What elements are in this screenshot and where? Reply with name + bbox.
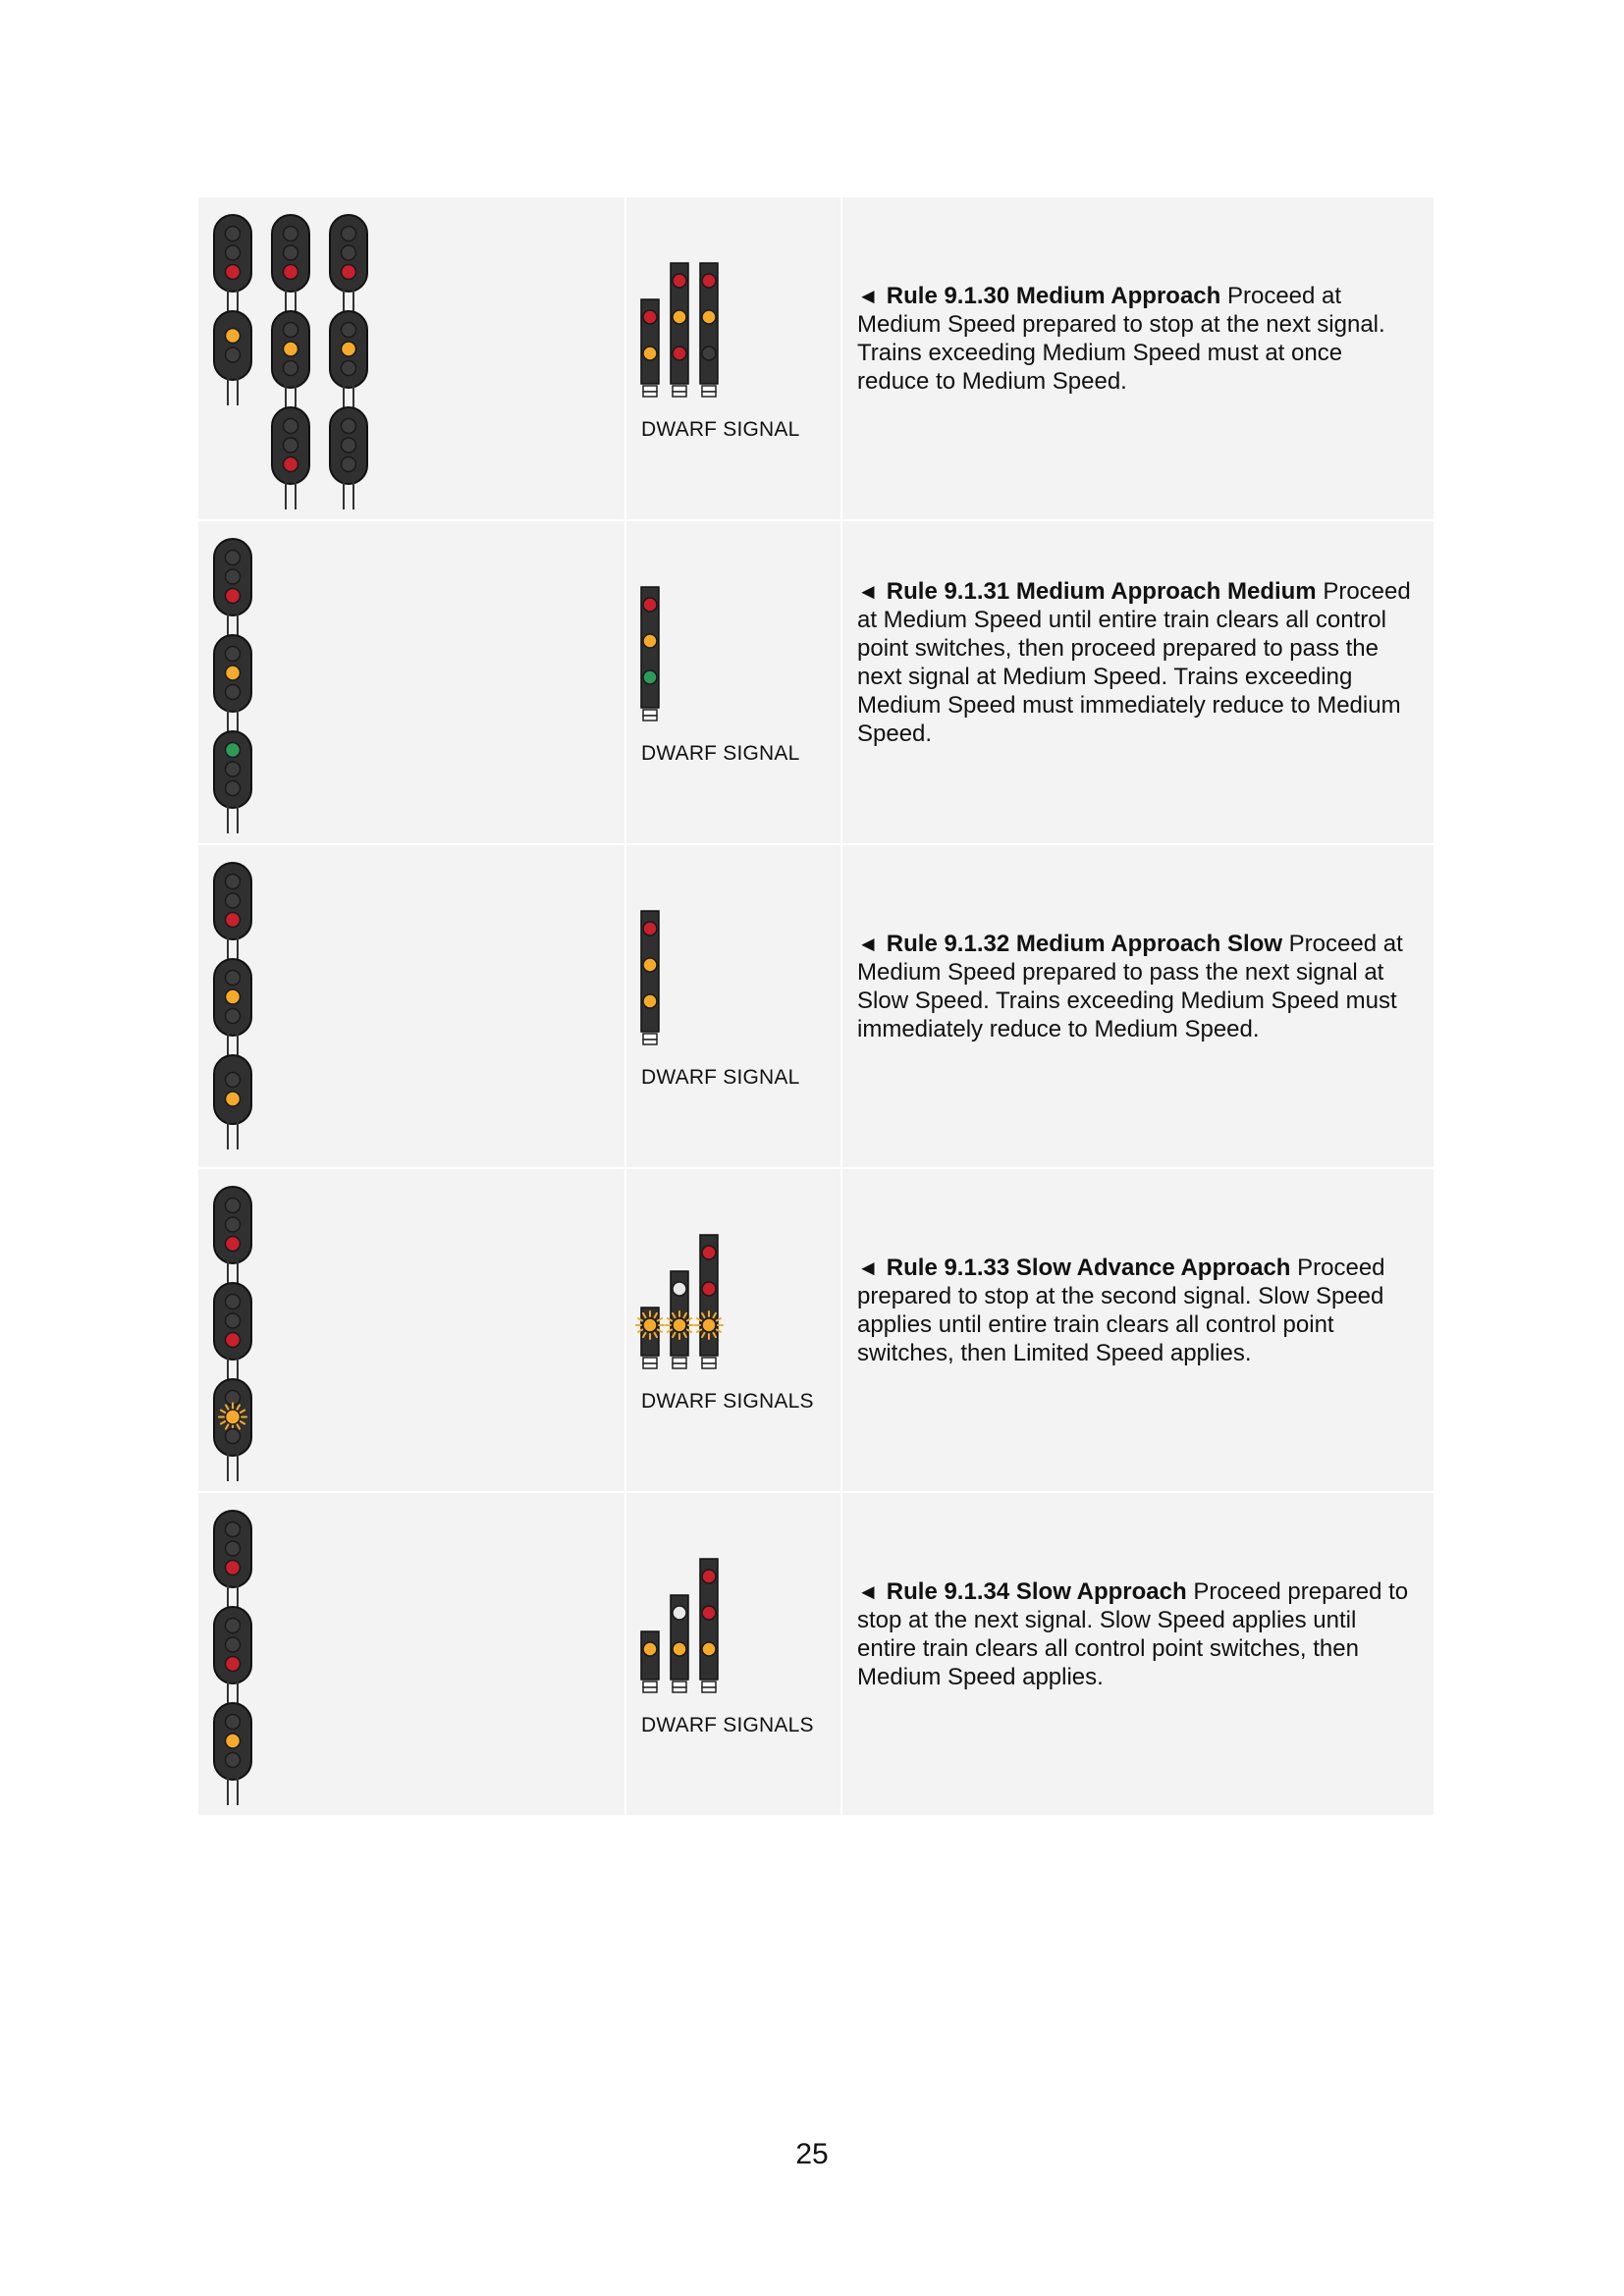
signal-lamp-yellow xyxy=(702,310,716,324)
signal-lamp-lunar xyxy=(673,1282,686,1296)
rule-description xyxy=(857,577,1420,748)
dwarf-signals-cell xyxy=(626,1493,842,1815)
signal-lamp-red xyxy=(284,265,298,280)
signal-lamp-off xyxy=(284,245,298,260)
signal-lamp-off xyxy=(226,1429,241,1444)
dwarf-signal-label: DWARF SIGNAL xyxy=(641,1066,800,1089)
signal-lamp-yellow-flash xyxy=(702,1318,716,1332)
rule-title xyxy=(887,283,1221,309)
rule-text-cell xyxy=(842,1493,1434,1815)
rule-row xyxy=(198,845,1434,1169)
back-arrow-icon[interactable]: ◄ xyxy=(857,1255,879,1280)
rule-number: Rule 9.1.33 xyxy=(886,1255,1010,1281)
dwarf-base xyxy=(643,392,657,397)
dwarf-base xyxy=(673,1358,686,1363)
signal-lamp-red xyxy=(226,265,241,280)
signal-lamp-off xyxy=(226,781,241,796)
signal-lamp-off xyxy=(226,971,241,986)
signal-lamp-yellow xyxy=(702,1642,716,1656)
signal-lamp-yellow xyxy=(673,310,686,324)
signal-lamp-off xyxy=(342,438,356,453)
signal-lamp-off xyxy=(226,551,241,565)
dwarf-base xyxy=(702,1687,716,1692)
signal-lamp-off xyxy=(226,1541,241,1556)
rule-name: Medium Approach Medium xyxy=(1015,578,1317,605)
dwarf-base xyxy=(643,386,657,392)
dwarf-base xyxy=(643,716,657,721)
signal-lamp-yellow-flash xyxy=(673,1318,686,1332)
signal-lamp-off xyxy=(226,1295,241,1309)
signal-lamp-off xyxy=(284,323,298,338)
signal-lamp-off xyxy=(284,438,298,453)
mast-signals-cell xyxy=(198,521,626,843)
rule-row xyxy=(198,521,1434,845)
signal-lamp-off xyxy=(342,361,356,376)
rule-text-cell xyxy=(842,845,1434,1167)
signal-lamp-yellow xyxy=(226,989,241,1004)
signal-lamp-green xyxy=(643,670,657,684)
dwarf-base xyxy=(643,1034,657,1040)
rule-body: Proceed at Medium Speed prepared to pass the next signal at Slow Speed. Trains exceeding Medium Speed must immediately reduce to Medium Speed. xyxy=(857,931,1403,1042)
dwarf-signals-cell xyxy=(626,845,842,1167)
page-number: 25 xyxy=(795,2138,829,2170)
rule-number: Rule 9.1.31 xyxy=(886,578,1010,605)
signal-lamp-off xyxy=(226,762,241,776)
dwarf-signals-cell xyxy=(626,521,842,843)
dwarf-signal-label: DWARF SIGNALS xyxy=(641,1714,814,1736)
dwarf-base xyxy=(643,1363,657,1368)
dwarf-base xyxy=(673,1363,686,1368)
rule-text-cell xyxy=(842,197,1434,519)
signal-lamp-yellow xyxy=(226,1734,241,1748)
dwarf-base xyxy=(702,1363,716,1368)
rule-row xyxy=(198,1493,1434,1817)
signal-lamp-off xyxy=(342,245,356,260)
rule-name: Medium Approach Slow xyxy=(1015,931,1282,957)
signal-lamp-red xyxy=(702,1570,716,1583)
dwarf-base xyxy=(643,710,657,716)
rule-row xyxy=(198,197,1434,521)
rule-title xyxy=(887,578,1317,605)
rule-body: Proceed at Medium Speed until entire train clears all control point switches, then proceed prepared to pass the next signal at Medium Speed. Trains exceeding Medium Speed must immediately reduce to Medium Speed. xyxy=(857,578,1411,747)
signal-lamp-off xyxy=(702,347,716,360)
signal-lamp-off xyxy=(226,1522,241,1537)
rule-description xyxy=(857,930,1420,1043)
dwarf-signal-label: DWARF SIGNAL xyxy=(641,742,800,765)
dwarf-base xyxy=(702,386,716,392)
signal-lamp-red xyxy=(643,310,657,324)
signal-head xyxy=(214,311,251,380)
rule-name: Slow Approach xyxy=(1015,1578,1187,1605)
signal-lamp-off xyxy=(226,1715,241,1730)
signal-lamp-red xyxy=(226,1561,241,1575)
signal-lamp-red xyxy=(226,1333,241,1348)
signal-lamp-lunar xyxy=(673,1606,686,1620)
rule-name: Slow Advance Approach xyxy=(1015,1255,1291,1281)
rule-text-cell xyxy=(842,521,1434,843)
rule-row xyxy=(198,1169,1434,1493)
signal-lamp-red xyxy=(673,274,686,288)
signal-lamp-red xyxy=(702,1282,716,1296)
signal-lamp-green xyxy=(226,743,241,758)
signal-lamp-red xyxy=(643,922,657,935)
signal-lamp-red xyxy=(702,274,716,288)
dwarf-signals-illustration xyxy=(626,1493,840,1815)
signal-lamp-red xyxy=(702,1246,716,1259)
back-arrow-icon[interactable]: ◄ xyxy=(857,932,879,956)
signal-lamp-off xyxy=(226,893,241,908)
dwarf-signals-cell xyxy=(626,197,842,519)
signal-lamp-off xyxy=(284,227,298,241)
dwarf-signals-illustration xyxy=(626,845,840,1167)
signal-lamp-red xyxy=(643,598,657,612)
signal-lamp-off xyxy=(226,1637,241,1652)
signal-lamp-off xyxy=(226,1313,241,1328)
signal-lamp-red xyxy=(226,1237,241,1252)
mast-signals-cell xyxy=(198,197,626,519)
rule-description xyxy=(857,282,1420,396)
dwarf-base xyxy=(643,1687,657,1692)
rule-title xyxy=(887,931,1282,957)
dwarf-base xyxy=(702,1682,716,1687)
signal-lamp-red xyxy=(226,589,241,604)
rule-number: Rule 9.1.32 xyxy=(886,931,1010,957)
rule-title xyxy=(887,1578,1187,1605)
rule-text-cell xyxy=(842,1169,1434,1491)
signal-lamp-yellow xyxy=(643,958,657,972)
mast-signals-illustration xyxy=(198,1493,624,1815)
dwarf-base xyxy=(673,1687,686,1692)
mast-signals-illustration xyxy=(198,1169,624,1491)
rule-body: Proceed at Medium Speed prepared to stop at the next signal. Trains exceeding Medium Speed must at once reduce to Medium Speed. xyxy=(857,283,1385,395)
signal-lamp-red xyxy=(702,1606,716,1620)
signal-lamp-off xyxy=(226,227,241,241)
signal-lamp-red xyxy=(673,347,686,360)
dwarf-base xyxy=(673,392,686,397)
rule-body: Proceed prepared to stop at the second signal. Slow Speed applies until entire train clears all control point switches, then Limited Speed applies. xyxy=(857,1255,1385,1366)
signal-lamp-off xyxy=(284,419,298,434)
signal-lamp-yellow-flash xyxy=(226,1410,241,1424)
back-arrow-icon[interactable]: ◄ xyxy=(857,579,879,604)
dwarf-signal-label: DWARF SIGNAL xyxy=(641,418,800,441)
signal-lamp-off xyxy=(284,361,298,376)
dwarf-signals-cell xyxy=(626,1169,842,1491)
mast-signals-cell xyxy=(198,845,626,1167)
dwarf-base xyxy=(702,392,716,397)
signal-lamp-yellow xyxy=(226,329,241,344)
back-arrow-icon[interactable]: ◄ xyxy=(857,1579,879,1604)
signal-lamp-off xyxy=(226,875,241,889)
dwarf-base xyxy=(643,1040,657,1044)
rule-description xyxy=(857,1254,1420,1367)
dwarf-base xyxy=(673,386,686,392)
signal-lamp-off xyxy=(342,419,356,434)
signal-lamp-off xyxy=(226,245,241,260)
rule-number: Rule 9.1.34 xyxy=(886,1578,1010,1605)
rule-body: Proceed prepared to stop at the next signal. Slow Speed applies until entire train clears all control point switches, then Medium Speed applies. xyxy=(857,1578,1409,1690)
dwarf-base xyxy=(673,1682,686,1687)
mast-signals-cell xyxy=(198,1169,626,1491)
dwarf-signal-label: DWARF SIGNALS xyxy=(641,1390,814,1413)
signal-lamp-off xyxy=(226,1073,241,1088)
mast-signals-illustration xyxy=(198,521,624,843)
back-arrow-icon[interactable]: ◄ xyxy=(857,284,879,308)
rule-title xyxy=(887,1255,1291,1281)
signal-lamp-yellow-flash xyxy=(643,1318,657,1332)
dwarf-signals-illustration xyxy=(626,521,840,843)
mast-signals-illustration xyxy=(198,197,624,519)
signal-lamp-yellow xyxy=(673,1642,686,1656)
rule-name: Medium Approach xyxy=(1015,283,1221,309)
signal-lamp-red xyxy=(226,1657,241,1672)
signal-lamp-off xyxy=(226,647,241,662)
signal-lamp-yellow xyxy=(284,342,298,356)
signal-lamp-off xyxy=(226,1753,241,1768)
signal-lamp-yellow xyxy=(643,994,657,1008)
signal-lamp-off xyxy=(226,347,241,362)
signal-lamp-off xyxy=(342,227,356,241)
signal-lamp-off xyxy=(226,1199,241,1213)
signal-lamp-off xyxy=(226,1009,241,1024)
signal-lamp-yellow xyxy=(643,347,657,360)
signal-lamp-off xyxy=(342,323,356,338)
signal-lamp-red xyxy=(342,265,356,280)
rule-number: Rule 9.1.30 xyxy=(886,283,1010,309)
signal-lamp-red xyxy=(226,913,241,928)
dwarf-base xyxy=(702,1358,716,1363)
signal-lamp-off xyxy=(342,457,356,472)
signal-lamp-off xyxy=(226,685,241,700)
signal-head xyxy=(214,1055,251,1124)
signal-lamp-yellow xyxy=(643,1642,657,1656)
signal-lamp-yellow xyxy=(226,1092,241,1106)
signal-lamp-off xyxy=(226,569,241,584)
mast-signals-illustration xyxy=(198,845,624,1167)
signal-lamp-off xyxy=(226,1619,241,1633)
rule-description xyxy=(857,1577,1420,1691)
signal-lamp-yellow xyxy=(342,342,356,356)
signal-aspects-table xyxy=(198,197,1434,1817)
dwarf-signals-illustration xyxy=(626,1169,840,1491)
mast-signals-cell xyxy=(198,1493,626,1815)
dwarf-base xyxy=(643,1682,657,1687)
dwarf-signals-illustration xyxy=(626,197,840,519)
signal-lamp-red xyxy=(284,457,298,472)
signal-lamp-yellow xyxy=(643,634,657,648)
dwarf-base xyxy=(643,1358,657,1363)
signal-lamp-off xyxy=(226,1217,241,1232)
signal-lamp-yellow xyxy=(226,666,241,680)
